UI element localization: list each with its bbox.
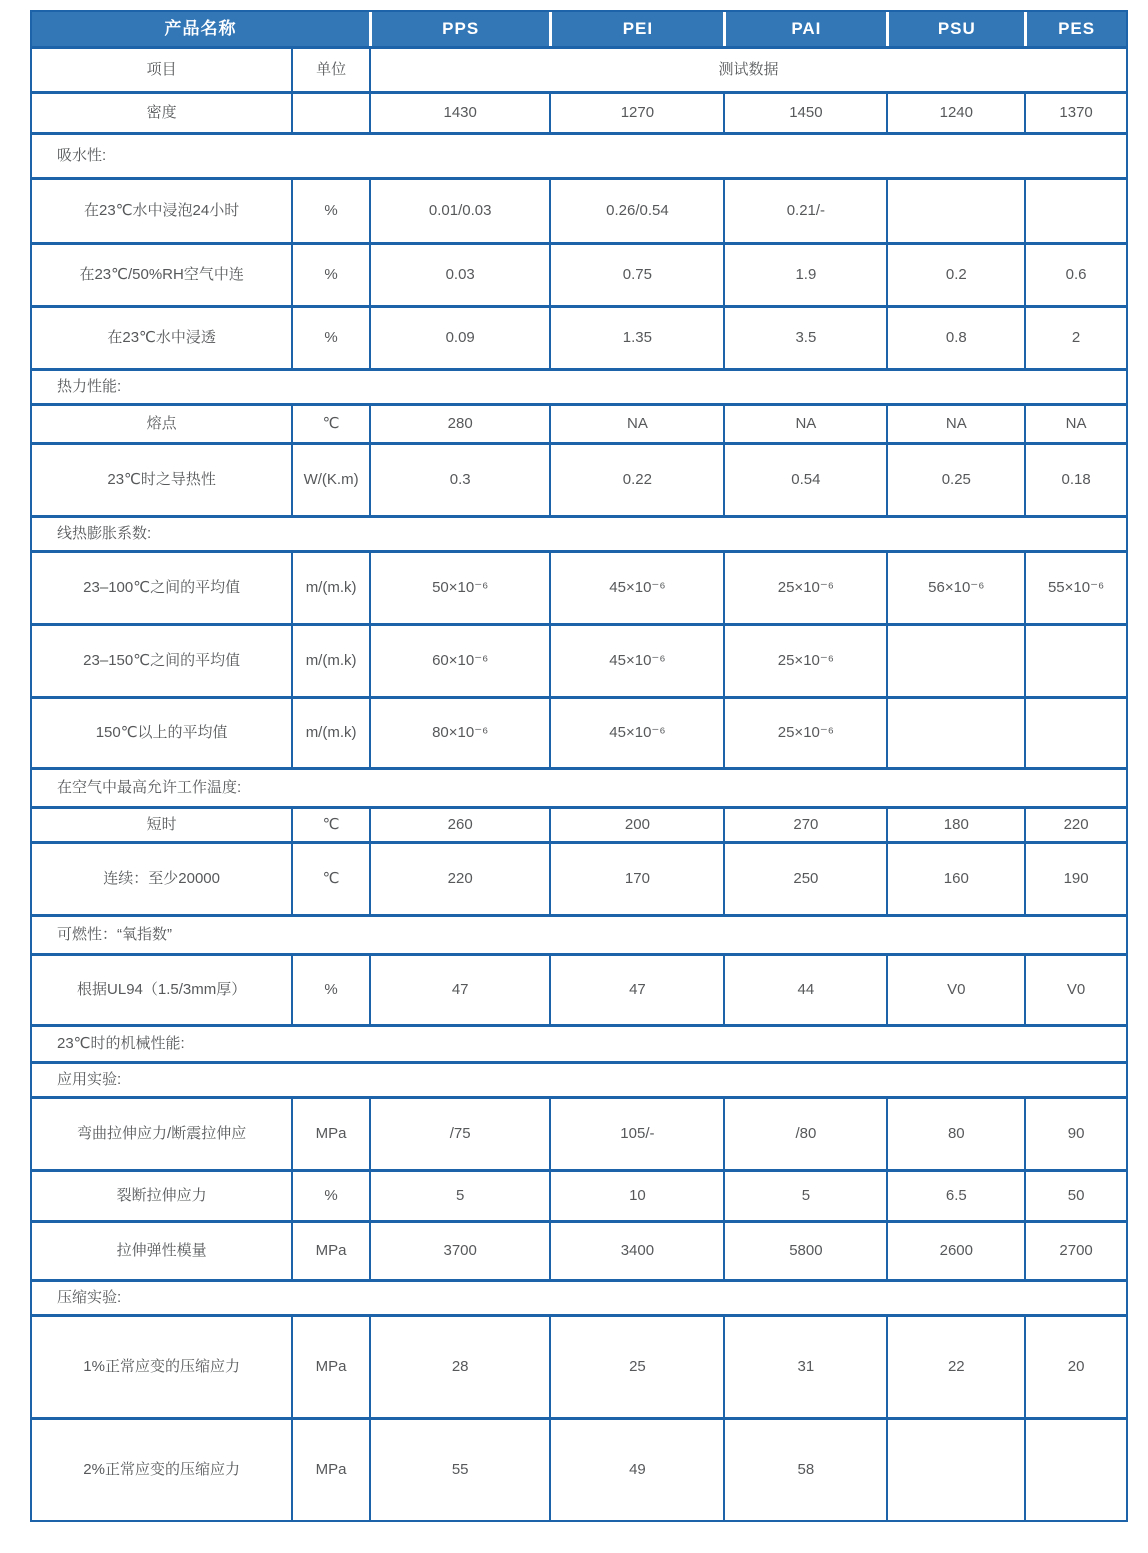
table-row: [32, 242, 1126, 305]
row-value-pes: V0: [1024, 956, 1126, 1024]
table-row: [32, 1096, 1126, 1169]
row-value-psu: [886, 180, 1024, 242]
row-value-pei: 0.26/0.54: [549, 180, 723, 242]
row-label: 裂断拉伸应力: [116, 1186, 207, 1204]
row-value-pps: 0.03: [369, 245, 550, 305]
row-value-pes: 2700: [1024, 1223, 1126, 1279]
table-row: [32, 442, 1126, 515]
row-value-pps: 0.01/0.03: [369, 180, 550, 242]
test-data-header: 测试数据: [369, 49, 1126, 91]
row-value-pps: 220: [369, 844, 550, 914]
row-value-pai: 5800: [723, 1223, 886, 1279]
row-label: 熔点: [146, 414, 177, 432]
row-value-pei: 3400: [549, 1223, 723, 1279]
section-row: [32, 767, 1126, 806]
row-label: 在23℃水中浸泡24小时: [84, 201, 240, 219]
row-value-pes: 0.6: [1024, 245, 1126, 305]
row-value-pai: 0.21/-: [723, 180, 886, 242]
row-value-pps: 47: [369, 956, 550, 1024]
row-unit: ℃: [291, 406, 369, 442]
row-value-psu: 80: [886, 1099, 1024, 1169]
row-unit: %: [291, 308, 369, 368]
table-row: [32, 696, 1126, 767]
row-value-pai: 5: [723, 1172, 886, 1220]
row-value-pei: 45×10⁻⁶: [549, 553, 723, 623]
table-row: [32, 806, 1126, 841]
table-row: [32, 1314, 1126, 1417]
row-unit: MPa: [291, 1317, 369, 1417]
section-row: [32, 1279, 1126, 1314]
row-value-pei: 1270: [549, 94, 723, 132]
row-value-pai: /80: [723, 1099, 886, 1169]
row-unit: ℃: [291, 809, 369, 841]
product-col-pes: PES: [1024, 12, 1126, 46]
row-value-pai: NA: [723, 406, 886, 442]
row-unit: MPa: [291, 1420, 369, 1520]
row-label: 连续：至少20000: [103, 869, 220, 887]
row-value-pes: NA: [1024, 406, 1126, 442]
row-value-psu: 22: [886, 1317, 1024, 1417]
section-row: [32, 132, 1126, 177]
row-label: 23℃时之导热性: [107, 470, 216, 488]
row-value-pps: 28: [369, 1317, 550, 1417]
row-label: 弯曲拉伸应力/断震拉伸应: [77, 1124, 247, 1142]
product-name-header: 产品名称: [164, 19, 237, 39]
row-value-pai: 25×10⁻⁶: [723, 553, 886, 623]
row-value-psu: 2600: [886, 1223, 1024, 1279]
section-label: 23℃时的机械性能:: [57, 1034, 185, 1052]
row-value-psu: [886, 1420, 1024, 1520]
section-label: 可燃性：“氧指数”: [57, 925, 172, 943]
table-row: [32, 177, 1126, 242]
row-value-pps: 280: [369, 406, 550, 442]
row-label: 拉伸弹性模量: [116, 1241, 207, 1259]
table-row: [32, 305, 1126, 368]
section-row: [32, 368, 1126, 403]
row-label: 根据UL94（1.5/3mm厚）: [77, 980, 247, 998]
section-row: [32, 914, 1126, 953]
row-value-psu: 180: [886, 809, 1024, 841]
section-row: [32, 1024, 1126, 1061]
row-unit: MPa: [291, 1223, 369, 1279]
row-unit: ℃: [291, 844, 369, 914]
subheader-row: [32, 46, 1126, 91]
table-row: [32, 953, 1126, 1024]
row-value-psu: V0: [886, 956, 1024, 1024]
table-row: [32, 550, 1126, 623]
row-value-pei: 200: [549, 809, 723, 841]
row-value-pei: 45×10⁻⁶: [549, 699, 723, 767]
row-value-pai: 270: [723, 809, 886, 841]
row-value-pps: 5: [369, 1172, 550, 1220]
row-value-pei: 0.22: [549, 445, 723, 515]
row-value-pes: [1024, 1420, 1126, 1520]
row-value-pai: 3.5: [723, 308, 886, 368]
row-value-pes: [1024, 699, 1126, 767]
row-value-pei: 170: [549, 844, 723, 914]
item-header: 项目: [146, 60, 177, 78]
row-value-pes: 220: [1024, 809, 1126, 841]
table-row: [32, 623, 1126, 696]
table-row: [32, 1220, 1126, 1279]
row-value-pes: 0.18: [1024, 445, 1126, 515]
row-value-pai: 1.9: [723, 245, 886, 305]
product-col-psu: PSU: [886, 12, 1024, 46]
row-value-psu: NA: [886, 406, 1024, 442]
row-unit: %: [291, 180, 369, 242]
row-label: 在23℃/50%RH空气中连: [79, 265, 244, 283]
row-value-pei: 0.75: [549, 245, 723, 305]
row-value-pes: [1024, 626, 1126, 696]
row-value-pai: 1450: [723, 94, 886, 132]
row-value-pps: 3700: [369, 1223, 550, 1279]
row-value-psu: [886, 699, 1024, 767]
product-col-pei: PEI: [549, 12, 723, 46]
row-value-pps: 260: [369, 809, 550, 841]
row-value-pes: 20: [1024, 1317, 1126, 1417]
row-value-psu: 0.2: [886, 245, 1024, 305]
section-row: [32, 515, 1126, 550]
row-unit: [291, 94, 369, 132]
product-col-pps: PPS: [369, 12, 550, 46]
row-value-pei: 105/-: [549, 1099, 723, 1169]
row-unit: m/(m.k): [291, 553, 369, 623]
row-value-psu: 1240: [886, 94, 1024, 132]
row-label: 23–150℃之间的平均值: [83, 651, 241, 669]
section-label: 线热膨胀系数:: [57, 524, 152, 542]
row-value-pes: 190: [1024, 844, 1126, 914]
section-label: 吸水性:: [57, 146, 107, 164]
row-value-pps: 1430: [369, 94, 550, 132]
row-label: 短时: [146, 815, 177, 833]
product-col-pai: PAI: [723, 12, 886, 46]
row-unit: %: [291, 956, 369, 1024]
row-value-pei: 1.35: [549, 308, 723, 368]
section-label: 应用实验:: [57, 1070, 122, 1088]
row-value-pes: 2: [1024, 308, 1126, 368]
row-value-psu: 160: [886, 844, 1024, 914]
row-value-psu: 56×10⁻⁶: [886, 553, 1024, 623]
row-unit: %: [291, 245, 369, 305]
row-value-pps: 0.3: [369, 445, 550, 515]
row-label: 在23℃水中浸透: [107, 328, 216, 346]
row-value-pai: 250: [723, 844, 886, 914]
table-row: [32, 841, 1126, 914]
row-value-pps: 60×10⁻⁶: [369, 626, 550, 696]
row-unit: %: [291, 1172, 369, 1220]
row-value-pai: 25×10⁻⁶: [723, 699, 886, 767]
row-unit: MPa: [291, 1099, 369, 1169]
row-value-pps: 80×10⁻⁶: [369, 699, 550, 767]
row-value-pei: 49: [549, 1420, 723, 1520]
header-row: [32, 12, 1126, 46]
table-row: [32, 91, 1126, 132]
row-value-psu: 0.25: [886, 445, 1024, 515]
row-value-pai: 44: [723, 956, 886, 1024]
row-value-pai: 25×10⁻⁶: [723, 626, 886, 696]
row-value-pai: 31: [723, 1317, 886, 1417]
row-value-psu: [886, 626, 1024, 696]
row-label: 23–100℃之间的平均值: [83, 578, 241, 596]
row-value-pps: 50×10⁻⁶: [369, 553, 550, 623]
section-label: 压缩实验:: [57, 1288, 122, 1306]
row-label: 1%正常应变的压缩应力: [83, 1357, 240, 1375]
row-value-pes: 55×10⁻⁶: [1024, 553, 1126, 623]
row-label: 2%正常应变的压缩应力: [83, 1460, 240, 1478]
row-value-pai: 0.54: [723, 445, 886, 515]
row-value-pei: NA: [549, 406, 723, 442]
row-value-pei: 25: [549, 1317, 723, 1417]
row-value-pei: 47: [549, 956, 723, 1024]
table-row: [32, 1169, 1126, 1220]
row-unit: m/(m.k): [291, 699, 369, 767]
row-label: 密度: [146, 103, 177, 121]
section-row: [32, 1061, 1126, 1096]
table-row: [32, 1417, 1126, 1520]
row-value-pps: 55: [369, 1420, 550, 1520]
table-body: [32, 91, 1126, 1520]
row-value-pes: 90: [1024, 1099, 1126, 1169]
section-label: 在空气中最高允许工作温度:: [57, 778, 242, 796]
table-row: [32, 403, 1126, 442]
row-unit: m/(m.k): [291, 626, 369, 696]
section-label: 热力性能:: [57, 377, 122, 395]
row-value-psu: 6.5: [886, 1172, 1024, 1220]
row-value-pei: 45×10⁻⁶: [549, 626, 723, 696]
unit-header: 单位: [291, 49, 369, 91]
row-value-pps: 0.09: [369, 308, 550, 368]
row-unit: W/(K.m): [291, 445, 369, 515]
row-value-pai: 58: [723, 1420, 886, 1520]
row-value-pes: 1370: [1024, 94, 1126, 132]
row-label: 150℃以上的平均值: [95, 723, 228, 741]
row-value-pps: /75: [369, 1099, 550, 1169]
row-value-pes: [1024, 180, 1126, 242]
row-value-pes: 50: [1024, 1172, 1126, 1220]
row-value-psu: 0.8: [886, 308, 1024, 368]
row-value-pei: 10: [549, 1172, 723, 1220]
products-table: [30, 10, 1128, 1522]
